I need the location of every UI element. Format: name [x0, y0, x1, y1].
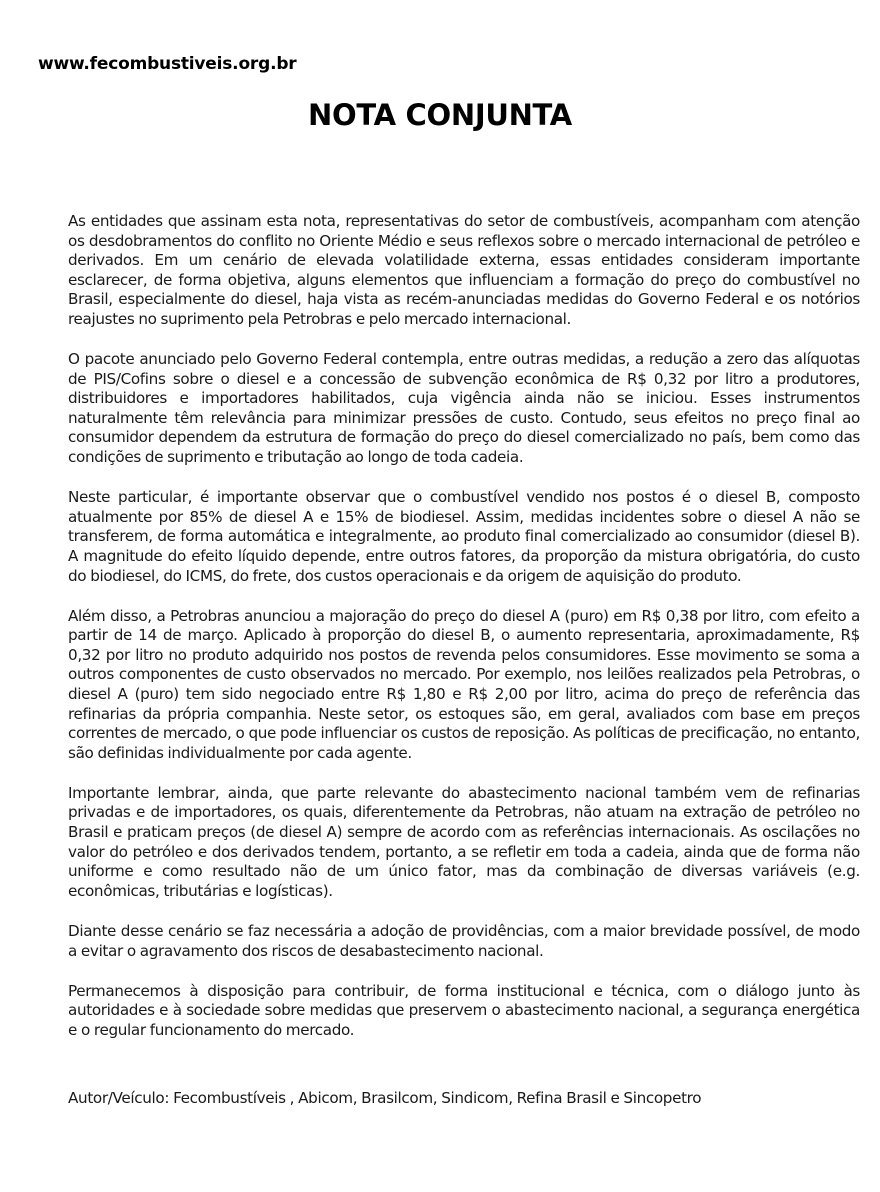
paragraph-government-package: O pacote anunciado pelo Governo Federal contempla, entre outras medidas, a redução a zero das alíquotas de PIS/Cofins sobre o diesel e a concessão de subvenção econômica de R$ 0,32 por litro a produtores, distribuidores e importadores habilitados, cuja vigência ainda não se iniciou. Esses instrumentos naturalmente têm relevância para minimizar pressões de custo. Contudo, seus efeitos no preço final ao consumidor dependem da estrutura de formação do preço do diesel comercializado no país, bem como das condições de suprimento e tributação ao longo de toda cadeia.	[68, 350, 860, 467]
site-url: www.fecombustiveis.org.br	[38, 54, 297, 74]
document-body	[68, 212, 860, 1061]
paragraph-petrobras-increase: Além disso, a Petrobras anunciou a majoração do preço do diesel A (puro) em R$ 0,38 por litro, com efeito a partir de 14 de março. Aplicado à proporção do diesel B, o aumento representaria, aproximadamente, R$ 0,32 por litro no produto adquirido nos postos de revenda pelos consumidores. Esse movimento se soma a outros componentes de custo observados no mercado. Por exemplo, nos leilões realizados pela Petrobras, o diesel A (puro) tem sido negociado entre R$ 1,80 e R$ 2,00 por litro, acima do preço de referência das refinarias da própria companhia. Neste setor, os estoques são, em geral, avaliados com base em preços correntes de mercado, o que pode influenciar os custos de reposição. As políticas de precificação, no entanto, são definidas individualmente por cada agente.	[68, 606, 860, 762]
paragraph-intro: As entidades que assinam esta nota, representativas do setor de combustíveis, acompanham com atenção os desdobramentos do conflito no Oriente Médio e seus reflexos sobre o mercado internacional de petróleo e derivados. Em um cenário de elevada volatilidade externa, essas entidades consideram importante esclarecer, de forma objetiva, alguns elementos que influenciam a formação do preço do combustível no Brasil, especialmente do diesel, haja vista as recém-anunciadas medidas do Governo Federal e os notórios reajustes no suprimento pela Petrobras e pelo mercado internacional.	[68, 212, 860, 328]
author-line: Autor/Veículo: Fecombustíveis , Abicom, Brasilcom, Sindicom, Refina Brasil e Sincopetro	[68, 1089, 702, 1107]
paragraph-private-refineries: Importante lembrar, ainda, que parte relevante do abastecimento nacional também vem de refinarias privadas e de importadores, os quais, diferentemente da Petrobras, não atuam na extração de petróleo no Brasil e praticam preços (de diesel A) sempre de acordo com as referências internacionais. As oscilações no valor do petróleo e dos derivados tendem, portanto, a se refletir em toda a cadeia, ainda que de forma não uniforme e como resultado não de um único fator, mas da combinação de diversas variáveis (e.g. econômicas, tributárias e logísticas).	[68, 783, 860, 900]
paragraph-diesel-b: Neste particular, é importante observar que o combustível vendido nos postos é o diesel B, composto atualmente por 85% de diesel A e 15% de biodiesel. Assim, medidas incidentes sobre o diesel A não se transferem, de forma automática e integralmente, ao produto final comercializado ao consumidor (diesel B). A magnitude do efeito líquido depende, entre outros fatores, da proporção da mistura obrigatória, do custo do biodiesel, do ICMS, do frete, dos custos operacionais e da origem de aquisição do produto.	[68, 488, 860, 585]
paragraph-closing: Permanecemos à disposição para contribuir, de forma institucional e técnica, com o diálogo junto às autoridades e à sociedade sobre medidas que preservem o abastecimento nacional, a segurança energética e o regular funcionamento do mercado.	[68, 981, 860, 1039]
paragraph-urgent-measures: Diante desse cenário se faz necessária a adoção de providências, com a maior brevidade possível, de modo a evitar o agravamento dos riscos de desabastecimento nacional.	[68, 921, 860, 960]
document-title: NOTA CONJUNTA	[308, 98, 572, 132]
